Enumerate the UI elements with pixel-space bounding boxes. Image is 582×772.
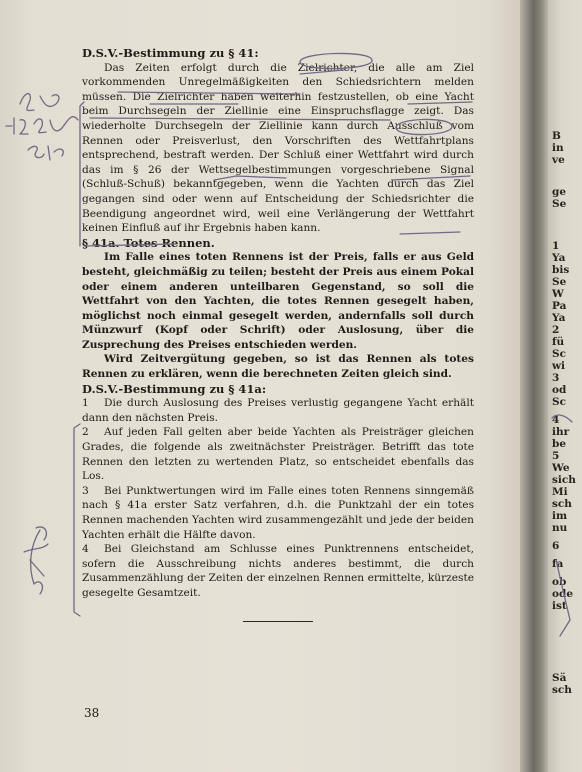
- right-page-line: Se: [552, 276, 567, 288]
- heading-dsv-41a: D.S.V.-Bestimmung zu § 41a:: [82, 381, 267, 396]
- right-page-line: Ya: [552, 312, 566, 324]
- right-page-line: sch: [552, 498, 572, 510]
- right-page-line: in: [552, 142, 564, 154]
- right-page-line: 1: [552, 240, 560, 252]
- right-page-line: Se: [552, 198, 567, 210]
- item-number: 1: [82, 397, 89, 410]
- item-number: 3: [82, 484, 89, 497]
- right-page-line: ist: [552, 600, 567, 612]
- item-number: 2: [82, 426, 89, 439]
- right-page-fragment: [548, 0, 582, 772]
- list-item: [82, 425, 474, 483]
- right-page-line: ob: [552, 576, 567, 588]
- right-page-line: fü: [552, 336, 565, 348]
- right-page-line: 4: [552, 414, 560, 426]
- right-page-line: nu: [552, 522, 568, 534]
- right-page-line: Sc: [552, 348, 566, 360]
- right-page-line: Mi: [552, 486, 568, 498]
- item-number: 4: [82, 543, 89, 556]
- right-page-line: Pa: [552, 300, 567, 312]
- item-text: Bei Punktwertungen wird im Falle eines toten Rennens sinngemäß nach § 41a erster Satz verfahren, d.h. die Punktzahl der ein totes Rennen machenden Yachten wird zusammengezählt und jede der beiden Yachten erhält die Hälfte davon.: [82, 484, 474, 541]
- item-text: Auf jeden Fall gelten aber beide Yachten als Preisträger gleichen Grades, die folgende als zweitnächster Preisträger. Betrifft das tote Rennen den letzten zu wertenden Platz, so entscheidet ebenfalls das Los.: [82, 426, 474, 483]
- paragraph-41a-1: Im Falle eines toten Rennens ist der Preis, falls er aus Geld besteht, gleichmäßig zu teilen; besteht der Preis aus einem Pokal oder einem anderen unteilbaren Gegenstand, so soll die Wettfahrt von den Yachten, die totes Rennen gesegelt haben, möglichst noch einmal gesegelt werden, andernfalls soll durch Münzwurf (Kopf oder Schrift) oder Auslosung, über die Zusprechung des Preises entschieden werden.: [82, 251, 474, 351]
- item-text: Bei Gleichstand am Schlusse eines Punktrennens entscheidet, sofern die Ausschreibung nichts anderes bestimmt, die durch Zusammenzählung der Zeiten der einzelnen Rennen ermittelte, kürzeste gesegelte Gesamtzeit.: [82, 543, 474, 599]
- item-text: Die durch Auslosung des Preises verlustig gegangene Yacht erhält dann den nächsten Preis.: [82, 397, 474, 424]
- right-page-line: Sä: [552, 672, 567, 684]
- right-page-line: We: [552, 462, 570, 474]
- right-page-line: ode: [552, 588, 574, 600]
- list-item: [82, 396, 474, 425]
- list-item: [82, 542, 474, 600]
- page-content: [82, 46, 474, 622]
- right-page-line: be: [552, 438, 567, 450]
- heading-41a: § 41a. Totes Rennen.: [82, 235, 215, 250]
- section-end-rule: [243, 621, 313, 622]
- book-gutter: [520, 0, 550, 772]
- list-item: [82, 484, 474, 542]
- heading-dsv-41: D.S.V.-Bestimmung zu § 41:: [82, 46, 259, 60]
- right-page-line: B: [552, 130, 561, 142]
- paragraph-41a-2: Wird Zeitvergütung gegeben, so ist das Rennen als totes Rennen zu erklären, wenn die berechneten Zeiten gleich sind.: [82, 353, 474, 381]
- right-page-line: fa: [552, 558, 564, 570]
- right-page-line: sich: [552, 474, 576, 486]
- right-page-line: im: [552, 510, 568, 522]
- right-page-line: W: [552, 288, 564, 300]
- page-number: 38: [84, 706, 100, 720]
- right-page-line: 3: [552, 372, 560, 384]
- right-page-line: Sc: [552, 396, 566, 408]
- right-page-line: ihr: [552, 426, 570, 438]
- right-page-line: 6: [552, 540, 560, 552]
- right-page-line: ve: [552, 154, 565, 166]
- paragraph-dsv-41: Das Zeiten erfolgt durch die Zielrichter, die alle am Ziel vorkommenden Unregelmäßigkeiten den Schiedsrichtern melden müssen. Die Zielrichter haben weiterhin festzustellen, ob eine Yacht beim Durchsegeln der Ziellinie eine Einspruchsflagge zeigt. Das wiederholte Durchsegeln der Ziellinie kann durch Ausschluß vom Rennen oder Preisverlust, den Vorschriften des Wettfahrtplans entsprechend, bestraft werden. Der Schluß einer Wettfahrt wird durch das im § 26 der Wettsegelbestimmungen vorgeschriebene Signal (Schluß-Schuß) bekanntgegeben, wenn die Yachten durch das Ziel gegangen sind oder wenn auf Entscheidung der Schiedsrichter die Beendigung angeordnet wird, weil eine Verlängerung der Wettfahrt keinen Einfluß auf ihr Ergebnis haben kann.: [82, 61, 474, 235]
- right-page-line: bis: [552, 264, 570, 276]
- right-page-line: wi: [552, 360, 566, 372]
- right-page-line: 2: [552, 324, 560, 336]
- right-page-line: Ya: [552, 252, 566, 264]
- right-page-line: 5: [552, 450, 560, 462]
- right-page-line: ge: [552, 186, 567, 198]
- right-page-line: od: [552, 384, 567, 396]
- right-page-line: sch: [552, 684, 572, 696]
